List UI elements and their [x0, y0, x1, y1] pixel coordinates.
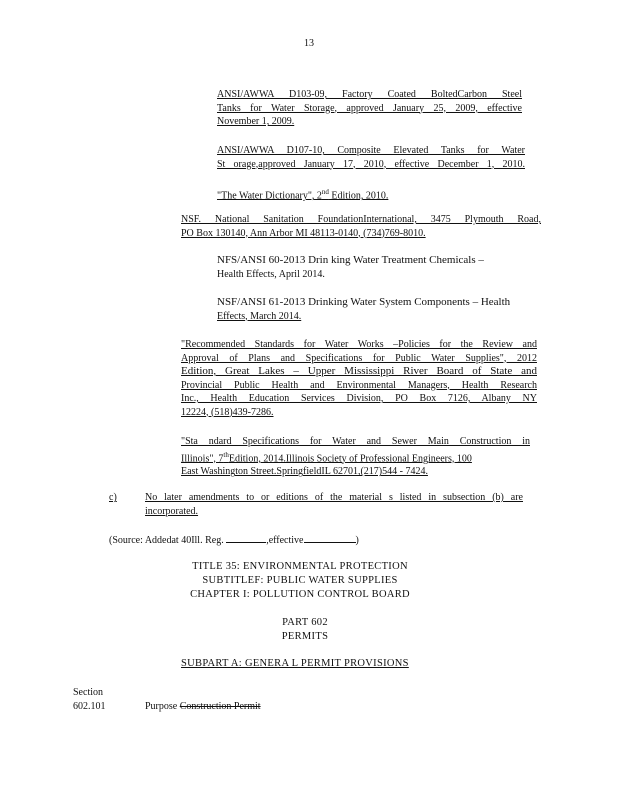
section-title [145, 700, 345, 714]
subpart-heading: SUBPART A: GENERA L PERMIT PROVISIONS [181, 658, 409, 669]
nsf-61-citation [217, 296, 542, 323]
std-spec-line-3: East Washington Street.SpringfieldIL 62701,(217)544 - 7424. [181, 466, 428, 478]
awwa-d103-citation [217, 88, 522, 129]
standard-specifications-citation [181, 435, 530, 479]
std-spec-line-2-sup: th [223, 450, 229, 459]
recommended-standards-citation [181, 338, 537, 419]
part-line-1: PART 602 [282, 617, 328, 628]
source-text-after: ) [355, 535, 359, 546]
page-number: 13 [304, 38, 314, 49]
nsf-60-line-1: NFS/ANSI 60-2013 Drin king Water Treatment Chemicals – [217, 254, 484, 266]
part-line-2: PERMITS [281, 631, 329, 642]
title-line-1: TITLE 35: ENVIRONMENTAL PROTECTION [192, 561, 408, 572]
rec-std-line-4: Provincial Public Health and Environmental Managers, Health Research [181, 379, 537, 391]
title-line-2: SUBTITLEF: PUBLIC WATER SUPPLIES [202, 575, 398, 586]
awwa-d103-line-3: November 1, 2009. [217, 116, 295, 127]
rec-std-line-5: Inc., Health Education Services Division, PO Box 7126, Albany NY [181, 393, 537, 404]
awwa-d107-line-1: ANSI/AWWA D107-10, Composite Elevated Tanks for Water [217, 145, 525, 156]
part-heading [270, 616, 340, 644]
nsf-intl-line-1: NSF. National Sanitation FoundationInternational, 3475 Plymouth Road, [181, 214, 541, 225]
subsection-c-line-1: No later amendments to or editions of the material s listed in subsection (b) are [145, 492, 523, 503]
awwa-d103-line-2: Tanks for Water Storage, approved January 25, 2009, effective [217, 102, 522, 114]
section-header: Section [73, 687, 103, 698]
awwa-d103-line-1: ANSI/AWWA D103-09, Factory Coated BoltedCarbon Steel [217, 89, 522, 100]
subsection-c-line-2: incorporated. [145, 505, 199, 517]
subsection-c-text [145, 491, 523, 518]
std-spec-line-2-prefix: Illinois", 7 [181, 452, 224, 464]
rec-std-line-6: 12224, (518)439-7286. [181, 406, 274, 418]
section-title-plain: Purpose [145, 701, 178, 712]
nsf-61-line-2: Effects, March 2014. [217, 310, 302, 322]
std-spec-line-1: "Sta ndard Specifications for Water and Sewer Main Construction in [181, 436, 530, 447]
rec-std-line-1: "Recommended Standards for Water Works –Policies for the Review and [181, 339, 537, 350]
source-effective-blank [304, 533, 356, 543]
water-dictionary-sup: nd [321, 188, 329, 196]
section-title-struck: Construction Permit [179, 701, 261, 712]
nsf-61-line-1: NSF/ANSI 61-2013 Drinking Water System Components – Health [217, 296, 511, 308]
source-text-mid: ,effective [266, 535, 304, 546]
nsf-60-line-2: Health Effects, April 2014. [217, 268, 325, 280]
water-dictionary-citation [217, 186, 437, 203]
awwa-d107-citation [217, 144, 525, 171]
rec-std-line-2: Approval of Plans and Specifications for Public Water Supplies", 2012 [181, 352, 537, 364]
awwa-d107-line-2: St orage,approved January 17, 2010, effective December 1, 2010. [217, 158, 525, 170]
title-line-3: CHAPTER I: POLLUTION CONTROL BOARD [190, 589, 410, 600]
section-number: 602.101 [73, 701, 106, 712]
water-dictionary-suffix: Edition, 2010. [328, 190, 389, 202]
source-text-before: (Source: Addedat 40Ill. Reg. [109, 535, 224, 546]
nsf-international-citation [181, 213, 541, 240]
nsf-60-citation [217, 254, 517, 281]
rec-std-line-3: Edition, Great Lakes – Upper Mississippi River Board of State and [181, 365, 537, 377]
nsf-intl-line-2: PO Box 130140, Ann Arbor MI 48113-0140, (734)769-8010. [181, 227, 426, 239]
title-block [170, 560, 430, 602]
subsection-c-label: c) [109, 492, 117, 503]
source-register-blank [226, 533, 266, 543]
source-note [109, 533, 409, 548]
water-dictionary-prefix: "The Water Dictionary", 2 [217, 190, 322, 202]
std-spec-line-2-suffix: Edition, 2014.Illinois Society of Professional Engineers, 100 [228, 452, 472, 464]
std-spec-line-2 [181, 449, 530, 466]
